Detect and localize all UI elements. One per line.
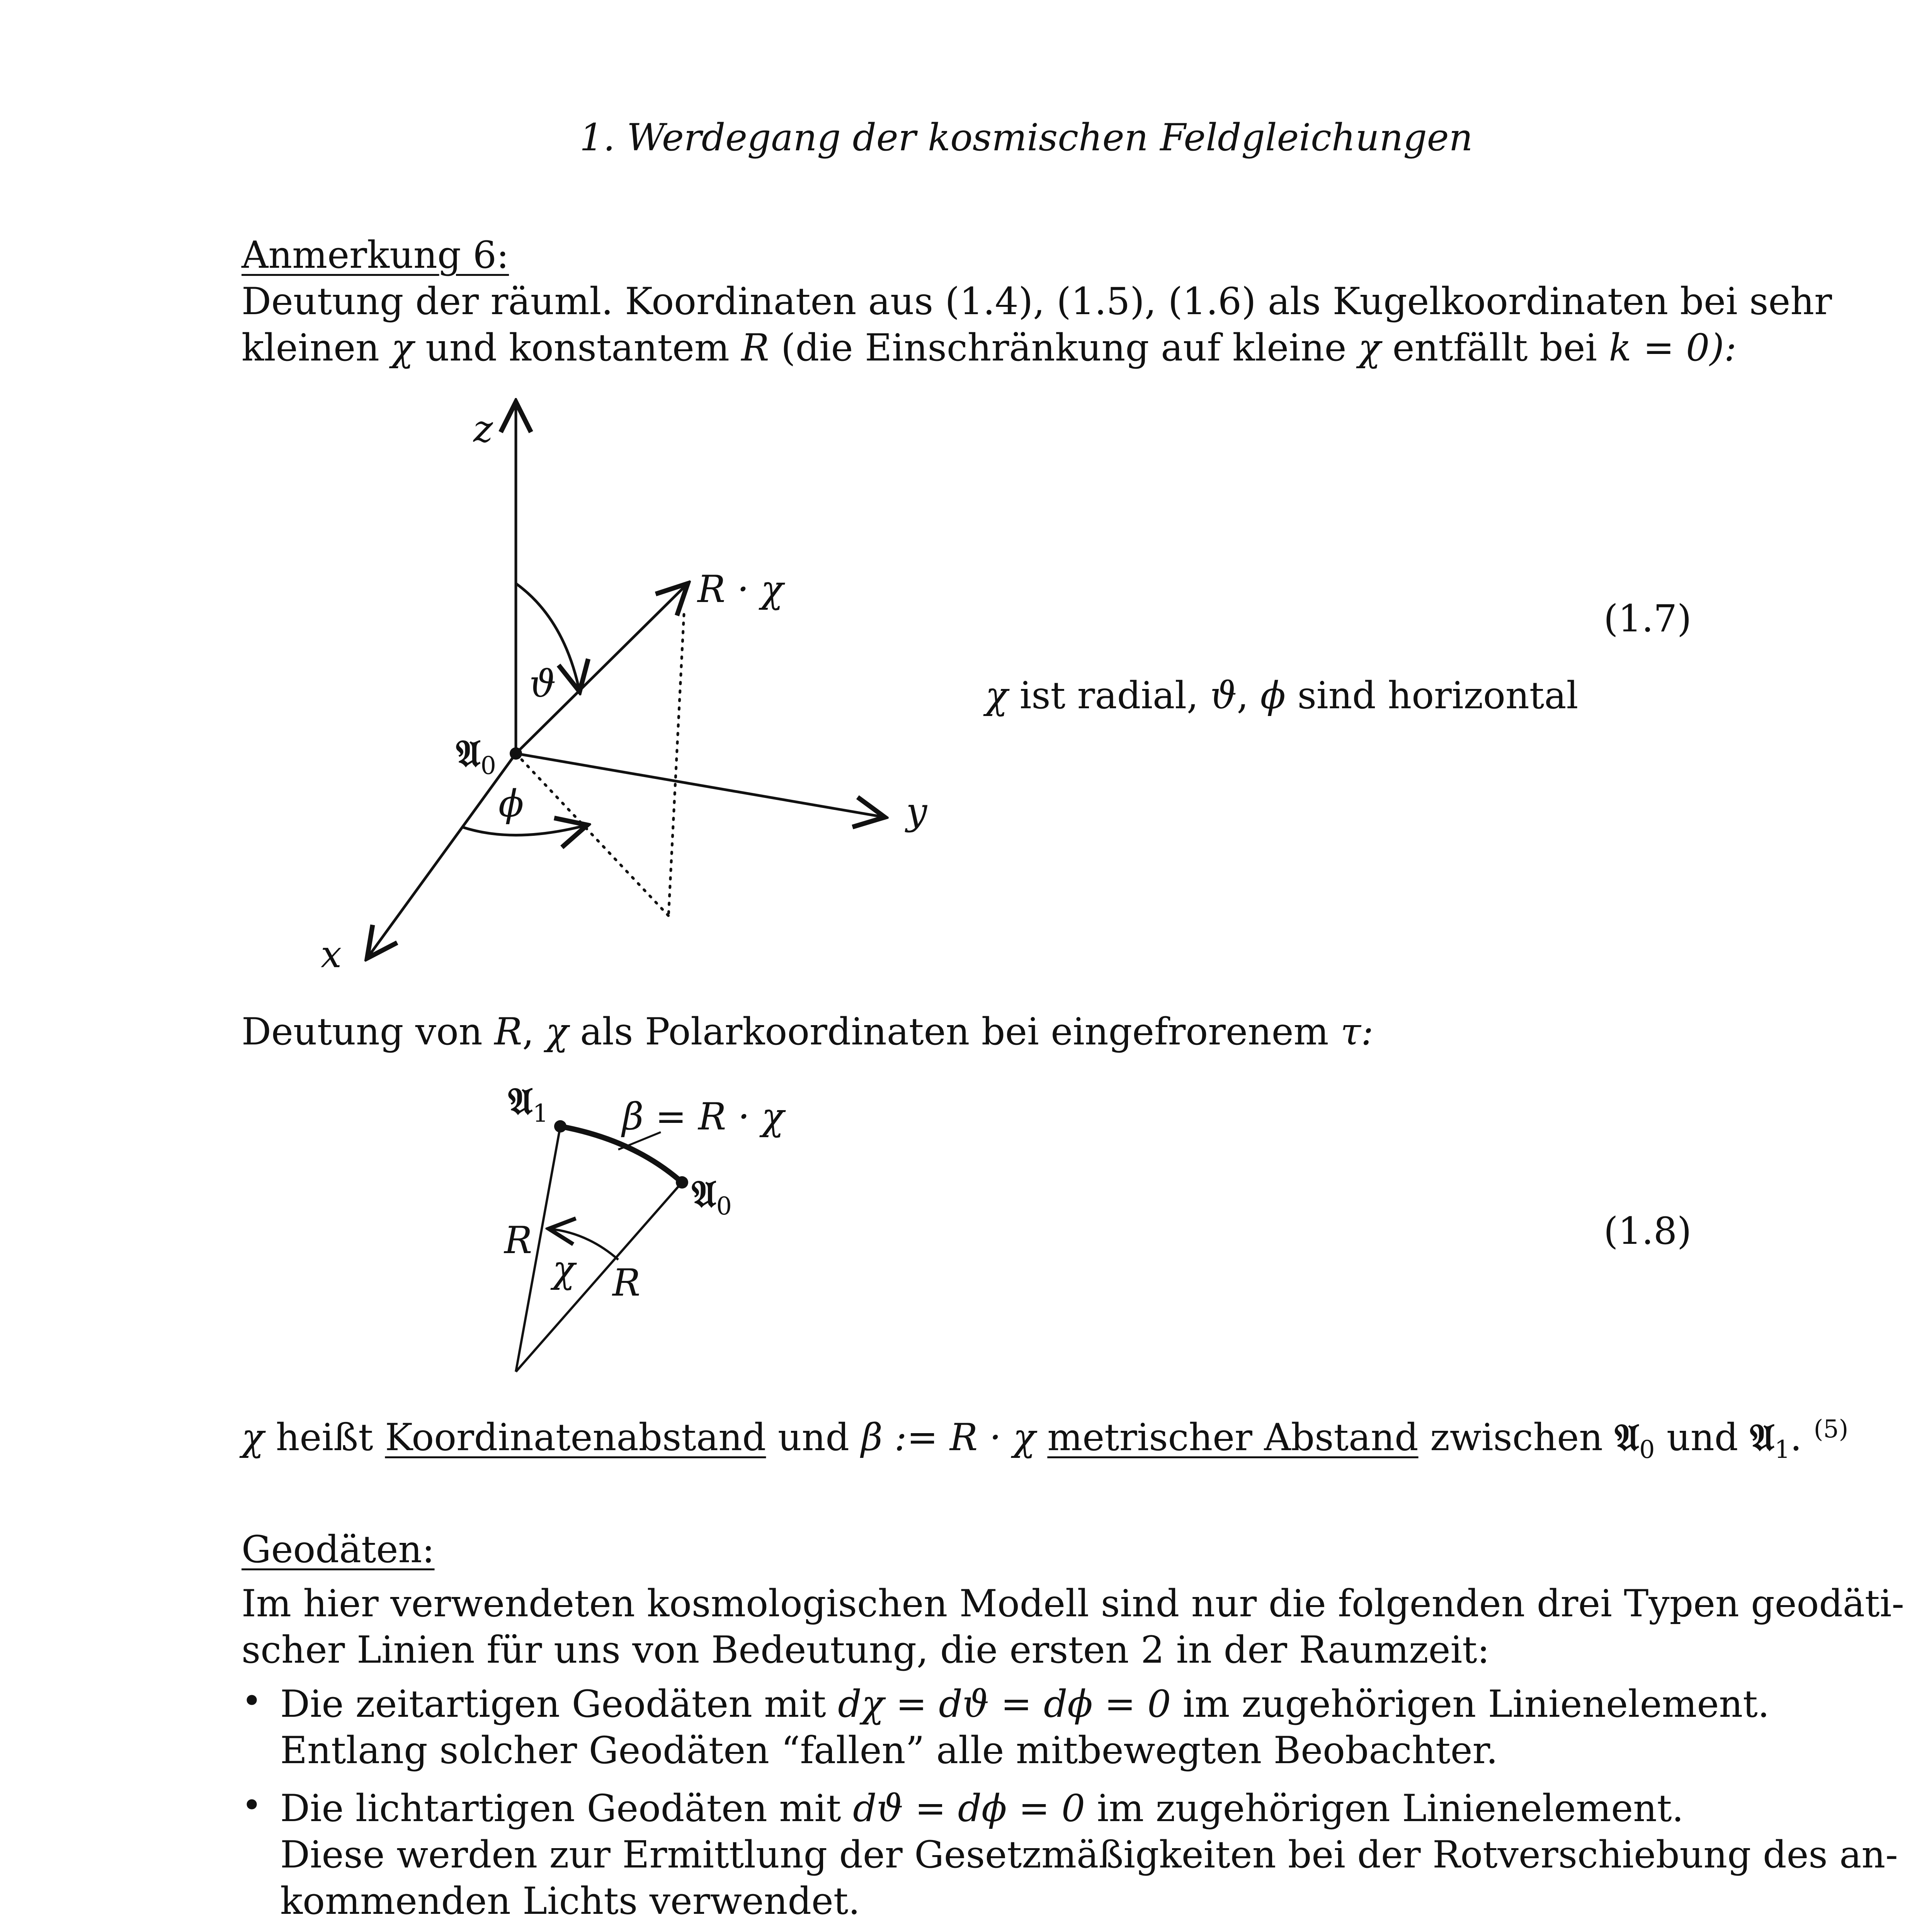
equation-number-1-7: (1.7)	[1604, 597, 1692, 640]
point-a1	[554, 1120, 566, 1133]
item1-line-2: Entlang solcher Geodäten “fallen” alle mitbewegten Beobachter.	[280, 1729, 1498, 1772]
label-beta: β = R · χ	[622, 1095, 784, 1138]
item1-line-1: Die zeitartigen Geodäten mit dχ = dϑ = dϕ = 0 im zugehörigen Linienelement.	[280, 1682, 1770, 1726]
polar-intro: Deutung von R, χ als Polarkoordinaten bei eingefrorenem τ:	[242, 1010, 1374, 1053]
label-theta: ϑ	[529, 662, 556, 706]
item2-line-1: Die lichtartigen Geodäten mit dϑ = dϕ = 0 im zugehörigen Linienelement.	[280, 1787, 1684, 1830]
label-r-left: R	[504, 1219, 532, 1262]
point-a0	[676, 1176, 688, 1189]
geodesics-intro-2: scher Linien für uns von Bedeutung, die ersten 2 in der Raumzeit:	[242, 1628, 1490, 1672]
item2-line-2: Diese werden zur Ermittlung der Gesetzmäßigkeiten bei der Rotverschiebung des an-	[280, 1833, 1898, 1876]
equation-number-1-8: (1.8)	[1604, 1209, 1692, 1253]
geodesics-intro-1: Im hier verwendeten kosmologischen Modell sind nur die folgenden drei Typen geodäti-	[242, 1582, 1904, 1625]
label-a0: 𝔄$_0$	[456, 731, 496, 780]
remark-heading: Anmerkung 6:	[242, 233, 509, 277]
label-phi: ϕ	[498, 782, 524, 825]
remark-line-1: Deutung der räuml. Koordinaten aus (1.4), (1.5), (1.6) als Kugelkoordinaten bei sehr	[242, 280, 1832, 323]
footnote-ref-5: (5)	[1813, 1415, 1849, 1443]
label-r-right: R	[612, 1261, 641, 1304]
label-z: z	[473, 407, 493, 451]
running-header: 1. Werdegang der kosmischen Feldgleichungen	[580, 116, 1473, 159]
item2-line-3: kommenden Lichts verwendet.	[280, 1879, 860, 1923]
label-y: y	[906, 790, 927, 833]
remark-line-2: kleinen χ und konstantem R (die Einschränkung auf kleine χ entfällt bei k = 0):	[242, 326, 1737, 369]
label-x: x	[321, 933, 342, 976]
label-chi-polar: χ	[553, 1248, 575, 1291]
label-a0-polar: 𝔄$_0$	[692, 1172, 732, 1221]
figure1-caption: χ ist radial, ϑ, ϕ sind horizontal	[985, 674, 1579, 717]
geodesics-heading: Geodäten:	[242, 1528, 435, 1571]
bullet-1: •	[242, 1681, 262, 1721]
distance-definition: χ heißt Koordinatenabstand und β := R · χ metrischer Abstand zwischen 𝔄$_0$ und 𝔄$_1$. $^{(5)}$	[242, 1415, 1849, 1464]
label-r-chi: R · χ	[697, 568, 783, 611]
bullet-2: •	[242, 1785, 262, 1826]
label-a1: 𝔄$_1$	[508, 1079, 548, 1128]
radius-right	[516, 1182, 682, 1372]
